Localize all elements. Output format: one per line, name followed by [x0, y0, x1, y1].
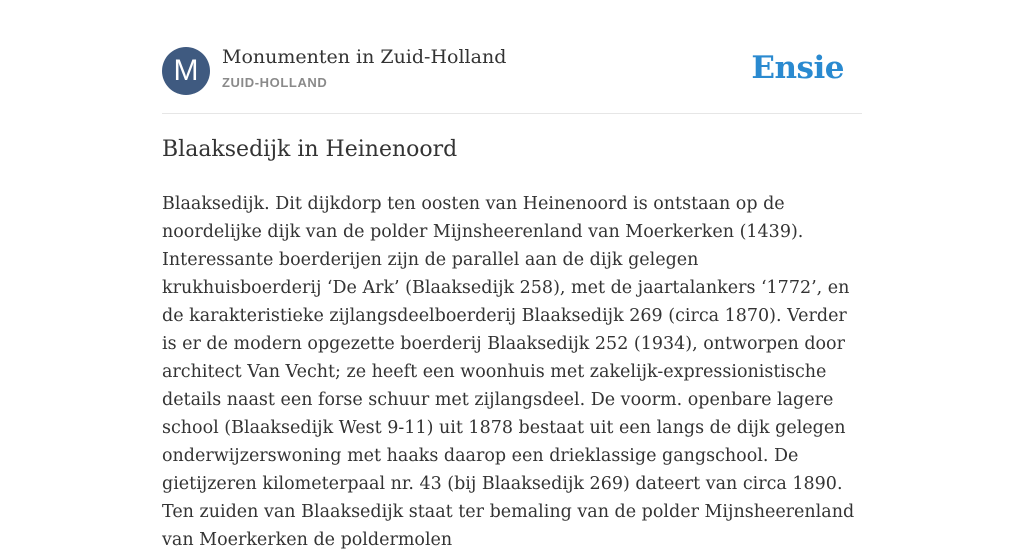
avatar[interactable]: M: [162, 47, 210, 95]
source-header: [162, 46, 862, 96]
brand-logo[interactable]: Ensie: [751, 50, 844, 86]
article-body: Blaaksedijk. Dit dijkdorp ten oosten van Heinenoord is ontstaan op de noordelijke dijk van de polder Mijnsheerenland van Moerkerken (1439). Interessante boerderijen zijn de parallel aan de dijk gelegen krukhuisboerderij ‘De Ark’ (Blaaksedijk 258), met de jaartalankers ‘1772’, en de karakteristieke zijlangsdeelboerderij Blaaksedijk 269 (circa 1870). Verder is er de modern opgezette boerderij Blaaksedijk 252 (1934), ontworpen door architect Van Vecht; ze heeft een woonhuis met zakelijk-expressionistische details naast een forse schuur met zijlangsdeel. De voorm. openbare lagere school (Blaaksedijk West 9-11) uit 1878 bestaat uit een langs de dijk gelegen onderwijzerswoning met haaks daarop een drieklassige gangschool. De gietijzeren kilometerpaal nr. 43 (bij Blaaksedijk 269) dateert van circa 1890. Ten zuiden van Blaaksedijk staat ter bemaling van de polder Mijnsheerenland van Moerkerken de poldermolen: [162, 194, 855, 550]
divider: [162, 113, 862, 114]
source-title[interactable]: Monumenten in Zuid-Holland: [222, 46, 507, 68]
source-subtitle: ZUID-HOLLAND: [222, 75, 328, 90]
article-title: Blaaksedijk in Heinenoord: [162, 137, 458, 162]
